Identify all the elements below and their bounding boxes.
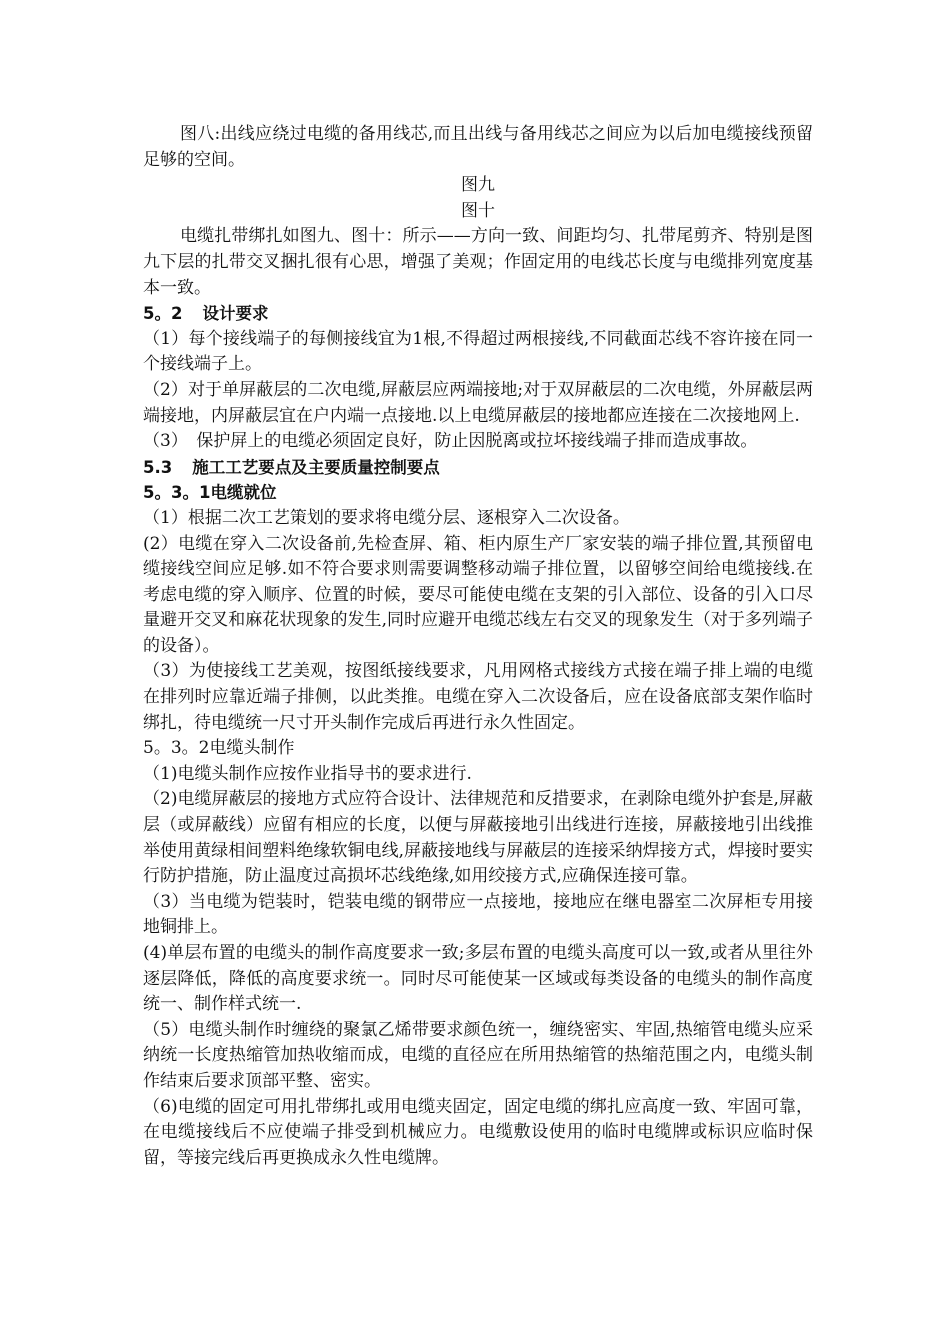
section-5-2-title: 设计要求 bbox=[202, 304, 269, 324]
figure-9-caption: 图九 bbox=[461, 175, 495, 196]
section-5-3-2-item: （2)电缆屏蔽层的接地方式应符合设计、法律规范和反措要求，在剥除电缆外护套是,屏蔽层（或屏蔽线）应留有相应的长度，以便与屏蔽接地引出线进行连接，屏蔽接地引出线推举使用黄绿相间塑料绝缘软铜电线,屏蔽接地线与屏蔽层的连接采纳焊接方式，焊接时要实行防护措施，防止温度过高损坏芯线绝缘,如用绞接方式,应确保连接可靠。 bbox=[143, 789, 813, 887]
section-5-3-title: 施工工艺要点及主要质量控制要点 bbox=[192, 457, 440, 477]
document-body bbox=[143, 122, 813, 1171]
section-5-3-2-item: (4)单层布置的电缆头的制作高度要求一致;多层布置的电缆头高度可以一致,或者从里往外逐层降低，降低的高度要求统一。同时尽可能使某一区域或每类设备的电缆头的制作高度统一、制作样式统一. bbox=[143, 943, 813, 1015]
cable-tie-paragraph: 电缆扎带绑扎如图九、图十：所示——方向一致、间距均匀、扎带尾剪齐、特别是图九下层的扎带交叉捆扎很有心思，增强了美观；作固定用的电线芯长度与电缆排列宽度基本一致。 bbox=[143, 226, 813, 298]
section-5-3-1-item: (2）电缆在穿入二次设备前,先检查屏、箱、柜内原生产厂家安装的端子排位置,其预留电缆接线空间应足够.如不符合要求则需要调整移动端子排位置，以留够空间给电缆接线.在考虑电缆的穿入顺序、位置的时候，要尽可能使电缆在支架的引入部位、设备的引入口尽量避开交叉和麻花状现象的发生,同时应避开电缆芯线左右交叉的现象发生（对于多列端子的设备）。 bbox=[143, 533, 813, 656]
section-5-3-2-item: （5）电缆头制作时缠绕的聚氯乙烯带要求颜色统一，缠绕密实、牢固,热缩管电缆头应采纳统一长度热缩管加热收缩而成，电缆的直径应在所用热缩管的热缩范围之内，电缆头制作结束后要求顶部平整、密实。 bbox=[143, 1019, 813, 1091]
section-5-2-item: （2）对于单屏蔽层的二次电缆,屏蔽层应两端接地;对于双屏蔽层的二次电缆，外屏蔽层两端接地，内屏蔽层宜在户内端一点接地.以上电缆屏蔽层的接地都应连接在二次接地网上. bbox=[143, 379, 813, 426]
section-5-3-1-item: （3）为使接线工艺美观，按图纸接线要求，凡用网格式接线方式接在端子排上端的电缆在排列时应靠近端子排侧，以此类推。电缆在穿入二次设备后，应在设备底部支架作临时绑扎，待电缆统一尺寸开头制作完成后再进行永久性固定。 bbox=[143, 661, 813, 733]
section-5-2-item: （3） 保护屏上的电缆必须固定良好，防止因脱离或拉坏接线端子排而造成事故。 bbox=[143, 431, 758, 452]
section-5-3-2-item: （6)电缆的固定可用扎带绑扎或用电缆夹固定，固定电缆的绑扎应高度一致、牢固可靠，在电缆接线后不应使端子排受到机械应力。电缆敷设使用的临时电缆牌或标识应临时保留，等接完线后再更换成永久性电缆牌。 bbox=[143, 1096, 813, 1168]
section-5-3-heading bbox=[143, 455, 813, 481]
section-5-3-1-item: （1）根据二次工艺策划的要求将电缆分层、逐根穿入二次设备。 bbox=[143, 507, 630, 528]
figure-8-description: 图八:出线应绕过电缆的备用线芯,而且出线与备用线芯之间应为以后加电缆接线预留足够的空间。 bbox=[143, 124, 813, 170]
figure-10-caption: 图十 bbox=[461, 200, 495, 221]
section-5-3-1-heading: 5。3。1电缆就位 bbox=[143, 483, 277, 503]
section-5-3-number: 5.3 bbox=[143, 457, 173, 477]
section-5-2-number: 5。2 bbox=[143, 304, 183, 324]
section-5-3-2-item: （1)电缆头制作应按作业指导书的要求进行. bbox=[143, 763, 472, 784]
section-5-2-heading bbox=[143, 301, 813, 327]
section-5-2-item: （1）每个接线端子的每侧接线宜为1根,不得超过两根接线,不同截面芯线不容许接在同一个接线端子上。 bbox=[143, 328, 813, 375]
section-5-3-2-item: （3）当电缆为铠装时，铠装电缆的钢带应一点接地，接地应在继电器室二次屏柜专用接地铜排上。 bbox=[143, 891, 813, 938]
section-5-3-2-heading: 5。3。2电缆头制作 bbox=[143, 738, 295, 759]
